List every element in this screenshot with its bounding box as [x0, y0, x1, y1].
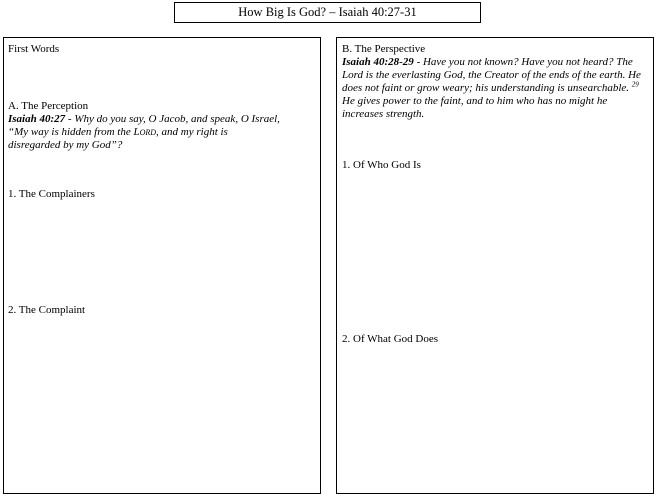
verse-line-2a: “My way is hidden from the: [8, 126, 134, 138]
verse-line-1: Why do you say, O Jacob, and speak, O Israel,: [74, 113, 280, 125]
right-panel: [336, 37, 654, 494]
perspective-verse: [342, 56, 650, 121]
verse-separator: -: [65, 113, 75, 125]
left-panel: [3, 37, 321, 494]
page-title-text: How Big Is God? – Isaiah 40:27-31: [238, 5, 417, 19]
verse-number-29: 29: [631, 80, 639, 89]
complaint-point: 2. The Complaint: [8, 304, 86, 316]
what-god-does-point: 2. Of What God Does: [342, 333, 439, 345]
page-title: [174, 2, 481, 23]
perspective-verse-text-2: He gives power to the faint, and to him who has no might he increases strength.: [342, 95, 608, 120]
who-god-is-point: 1. Of Who God Is: [342, 159, 421, 171]
first-words-heading: First Words: [8, 43, 60, 55]
verse-line-2b: , and my right is: [156, 126, 228, 138]
verse-lord: Lord: [133, 126, 157, 138]
verse-reference: Isaiah 40:27: [8, 113, 66, 125]
perspective-heading: B. The Perspective: [342, 43, 426, 55]
perspective-verse-text-1: - Have you not known? Have you not heard? The Lord is the everlasting God, the Creator of the ends of the earth. He does not faint or grow weary; his understanding is unsearchable.: [342, 56, 641, 94]
verse-line-3: disregarded by my God”?: [8, 139, 123, 151]
complainers-point: 1. The Complainers: [8, 188, 95, 200]
perspective-verse-reference: Isaiah 40:28-29: [342, 56, 414, 68]
perception-verse: [8, 113, 318, 152]
perception-heading: A. The Perception: [8, 100, 89, 112]
